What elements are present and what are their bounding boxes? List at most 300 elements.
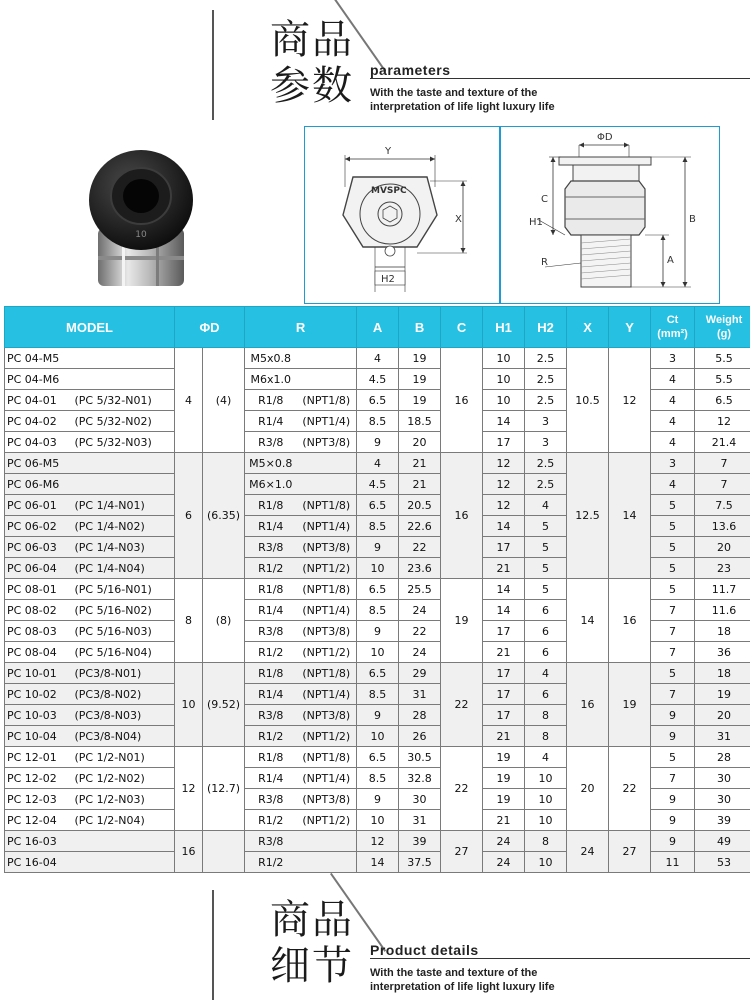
- header-cn-line1: 商品: [270, 897, 354, 943]
- cell-model-alt: (PC3/8-N01): [73, 663, 175, 684]
- cell-b: 28: [399, 705, 441, 726]
- cell-weight: 18: [695, 663, 750, 684]
- cell-y: 14: [609, 453, 651, 579]
- cell-a: 6.5: [357, 579, 399, 600]
- cell-b: 18.5: [399, 411, 441, 432]
- cell-model-alt: (PC 1/2-N03): [73, 789, 175, 810]
- cell-h1: 21: [483, 810, 525, 831]
- cell-b: 25.5: [399, 579, 441, 600]
- cell-x: 14: [567, 579, 609, 663]
- cell-a: 10: [357, 642, 399, 663]
- cell-r: R1/4: [245, 768, 297, 789]
- cell-a: 6.5: [357, 390, 399, 411]
- cell-b: 31: [399, 810, 441, 831]
- cell-model: PC 12-02: [5, 768, 73, 789]
- cell-d: 12: [175, 747, 203, 831]
- cell-h2: 6: [525, 684, 567, 705]
- dim-c-label: C: [541, 194, 548, 205]
- cell-h1: 10: [483, 390, 525, 411]
- header-rule: [370, 78, 750, 79]
- cell-r: R3/8: [245, 432, 297, 453]
- col-header-h2: H2: [525, 307, 567, 348]
- col-header-weight: [695, 307, 750, 348]
- cell-model: PC 12-01: [5, 747, 73, 768]
- cell-weight: 5.5: [695, 369, 750, 390]
- cell-weight: 7: [695, 453, 750, 474]
- cell-model: PC 10-04: [5, 726, 73, 747]
- cell-h2: 2.5: [525, 453, 567, 474]
- cell-r: R1/8: [245, 663, 297, 684]
- cell-model-alt: (PC 1/2-N04): [73, 810, 175, 831]
- cell-weight: 36: [695, 642, 750, 663]
- cell-a: 8.5: [357, 600, 399, 621]
- spec-table-body: [5, 348, 750, 873]
- cell-r-npt: (NPT1/4): [297, 768, 357, 789]
- cell-h1: 21: [483, 642, 525, 663]
- cell-r-npt: (NPT1/8): [297, 390, 357, 411]
- cell-a: 10: [357, 726, 399, 747]
- cell-r: R3/8: [245, 705, 297, 726]
- col-header-model: MODEL: [5, 307, 175, 348]
- cell-model-alt: (PC 1/4-N02): [73, 516, 175, 537]
- col-header-ct-unit: (mm²): [657, 328, 688, 340]
- cell-model: PC 12-03: [5, 789, 73, 810]
- cell-b: 39: [399, 831, 441, 852]
- cell-ct: 5: [651, 747, 695, 768]
- cell-b: 19: [399, 369, 441, 390]
- table-row: [5, 747, 750, 768]
- cell-h1: 24: [483, 852, 525, 873]
- cell-y: 12: [609, 348, 651, 453]
- dim-x-label: X: [455, 214, 462, 225]
- cell-h1: 14: [483, 516, 525, 537]
- cell-h2: 2.5: [525, 390, 567, 411]
- cell-model-alt: [73, 831, 175, 852]
- cell-a: 8.5: [357, 516, 399, 537]
- cell-model: PC 04-M5: [5, 348, 73, 369]
- cell-r: R3/8: [245, 789, 297, 810]
- cell-r-npt: (NPT1/4): [297, 411, 357, 432]
- cell-r-npt: [297, 369, 357, 390]
- cell-model-alt: [73, 453, 175, 474]
- cell-model: PC 10-01: [5, 663, 73, 684]
- cell-h1: 12: [483, 474, 525, 495]
- cell-d-imperial: (8): [203, 579, 245, 663]
- cell-ct: 9: [651, 726, 695, 747]
- cell-h1: 10: [483, 369, 525, 390]
- col-header-weight-unit: (g): [717, 328, 732, 340]
- cell-a: 6.5: [357, 495, 399, 516]
- cell-model-alt: (PC 5/16-N04): [73, 642, 175, 663]
- cell-b: 21: [399, 453, 441, 474]
- cell-ct: 7: [651, 684, 695, 705]
- cell-r-npt: [297, 348, 357, 369]
- cell-model: PC 12-04: [5, 810, 73, 831]
- cell-h2: 10: [525, 789, 567, 810]
- cell-r: R1/2: [245, 810, 297, 831]
- cell-h2: 10: [525, 810, 567, 831]
- col-header-r: R: [245, 307, 357, 348]
- cell-h2: 8: [525, 831, 567, 852]
- cell-ct: 4: [651, 390, 695, 411]
- cell-model-alt: [73, 369, 175, 390]
- cell-h2: 6: [525, 621, 567, 642]
- cell-r: R1/2: [245, 852, 297, 873]
- header-subtitle: [370, 966, 630, 994]
- cell-h1: 14: [483, 411, 525, 432]
- cell-h2: 2.5: [525, 369, 567, 390]
- cell-r-npt: (NPT1/8): [297, 495, 357, 516]
- cell-a: 10: [357, 558, 399, 579]
- header-rule: [370, 958, 750, 959]
- cell-a: 8.5: [357, 768, 399, 789]
- cell-h2: 6: [525, 600, 567, 621]
- cell-ct: 5: [651, 579, 695, 600]
- cell-h2: 4: [525, 663, 567, 684]
- table-row: [5, 831, 750, 852]
- cell-model-alt: (PC 5/16-N01): [73, 579, 175, 600]
- cell-h1: 17: [483, 537, 525, 558]
- cell-h1: 24: [483, 831, 525, 852]
- header-subtitle-line1: With the taste and texture of the: [370, 87, 538, 99]
- cell-b: 19: [399, 390, 441, 411]
- cell-h2: 10: [525, 768, 567, 789]
- cell-ct: 5: [651, 558, 695, 579]
- cell-r: R1/2: [245, 726, 297, 747]
- header-subtitle-line2: interpretation of life light luxury life: [370, 981, 555, 993]
- cell-model: PC 16-04: [5, 852, 73, 873]
- cell-ct: 4: [651, 432, 695, 453]
- cell-weight: 7.5: [695, 495, 750, 516]
- cell-r-npt: (NPT1/4): [297, 684, 357, 705]
- cell-d-imperial: (9.52): [203, 663, 245, 747]
- cell-x: 24: [567, 831, 609, 873]
- cell-model-alt: [73, 348, 175, 369]
- cell-r: R1/4: [245, 516, 297, 537]
- cell-weight: 5.5: [695, 348, 750, 369]
- cell-h1: 17: [483, 663, 525, 684]
- cell-r-npt: (NPT1/2): [297, 726, 357, 747]
- cell-model-alt: (PC 1/4-N03): [73, 537, 175, 558]
- cell-h2: 5: [525, 537, 567, 558]
- cell-h1: 17: [483, 432, 525, 453]
- cell-c: 27: [441, 831, 483, 873]
- cell-r-npt: (NPT1/4): [297, 516, 357, 537]
- cell-c: 22: [441, 663, 483, 747]
- cell-r: R3/8: [245, 537, 297, 558]
- table-header-row: [5, 307, 750, 348]
- col-header-a: A: [357, 307, 399, 348]
- cell-model-alt: (PC 5/16-N02): [73, 600, 175, 621]
- cell-model: PC 06-M6: [5, 474, 73, 495]
- cell-b: 26: [399, 726, 441, 747]
- cell-model: PC 10-02: [5, 684, 73, 705]
- cell-b: 24: [399, 600, 441, 621]
- cell-a: 4.5: [357, 474, 399, 495]
- cell-ct: 9: [651, 831, 695, 852]
- cell-a: 9: [357, 621, 399, 642]
- cell-ct: 4: [651, 411, 695, 432]
- cell-b: 21: [399, 474, 441, 495]
- dim-y-label: Y: [385, 146, 392, 157]
- cell-r: R1/2: [245, 558, 297, 579]
- cell-b: 24: [399, 642, 441, 663]
- cell-ct: 7: [651, 621, 695, 642]
- cell-ct: 7: [651, 768, 695, 789]
- dim-h2-label: H2: [381, 274, 395, 285]
- cell-r: R3/8: [245, 621, 297, 642]
- cell-r-npt: (NPT1/8): [297, 663, 357, 684]
- cell-weight: 39: [695, 810, 750, 831]
- cell-model-alt: [73, 474, 175, 495]
- cell-h2: 8: [525, 705, 567, 726]
- cell-ct: 3: [651, 348, 695, 369]
- cell-y: 27: [609, 831, 651, 873]
- cell-r-npt: [297, 831, 357, 852]
- cell-model: PC 08-02: [5, 600, 73, 621]
- cell-x: 16: [567, 663, 609, 747]
- cell-a: 6.5: [357, 747, 399, 768]
- col-header-b: B: [399, 307, 441, 348]
- header-subtitle: [370, 86, 630, 114]
- cell-a: 9: [357, 537, 399, 558]
- header-cn-line2: 参数: [270, 63, 354, 109]
- cell-a: 4: [357, 453, 399, 474]
- cell-a: 4: [357, 348, 399, 369]
- cell-d-imperial: (12.7): [203, 747, 245, 831]
- cell-d: 8: [175, 579, 203, 663]
- cell-model: PC 08-04: [5, 642, 73, 663]
- header-subtitle-line2: interpretation of life light luxury life: [370, 101, 555, 113]
- cell-model: PC 08-03: [5, 621, 73, 642]
- cell-r-npt: (NPT3/8): [297, 789, 357, 810]
- cell-model: PC 16-03: [5, 831, 73, 852]
- cell-model: PC 04-02: [5, 411, 73, 432]
- dim-r-label: R: [541, 257, 548, 268]
- cell-model-alt: (PC 5/32-N02): [73, 411, 175, 432]
- cell-r-npt: [297, 474, 357, 495]
- cell-y: 16: [609, 579, 651, 663]
- cell-weight: 30: [695, 768, 750, 789]
- cell-r: R1/8: [245, 390, 297, 411]
- dim-b-label: B: [689, 214, 696, 225]
- cell-model-alt: (PC 1/4-N01): [73, 495, 175, 516]
- cell-a: 8.5: [357, 684, 399, 705]
- cell-ct: 4: [651, 369, 695, 390]
- cell-a: 6.5: [357, 663, 399, 684]
- cell-b: 23.6: [399, 558, 441, 579]
- cell-model-alt: (PC 5/32-N01): [73, 390, 175, 411]
- cell-b: 30: [399, 789, 441, 810]
- cell-a: 4.5: [357, 369, 399, 390]
- table-row: [5, 348, 750, 369]
- cell-r: R1/4: [245, 684, 297, 705]
- cell-model-alt: [73, 852, 175, 873]
- col-header-x: X: [567, 307, 609, 348]
- cell-ct: 5: [651, 516, 695, 537]
- cell-h1: 17: [483, 621, 525, 642]
- cell-a: 9: [357, 432, 399, 453]
- brand-mark: MVSPC: [371, 186, 407, 196]
- cell-h1: 14: [483, 600, 525, 621]
- cell-a: 9: [357, 789, 399, 810]
- table-row: [5, 663, 750, 684]
- diagram-side-view: [500, 126, 720, 304]
- cell-y: 19: [609, 663, 651, 747]
- cell-weight: 12: [695, 411, 750, 432]
- cell-b: 20.5: [399, 495, 441, 516]
- cell-weight: 18: [695, 621, 750, 642]
- cell-d: 6: [175, 453, 203, 579]
- cell-h2: 8: [525, 726, 567, 747]
- cell-r: R1/8: [245, 579, 297, 600]
- header-product-details: [0, 880, 750, 993]
- col-header-y: Y: [609, 307, 651, 348]
- cell-weight: 13.6: [695, 516, 750, 537]
- cell-b: 19: [399, 348, 441, 369]
- cell-model-alt: (PC3/8-N02): [73, 684, 175, 705]
- cell-d: 10: [175, 663, 203, 747]
- cell-ct: 5: [651, 663, 695, 684]
- col-header-ct-label: Ct: [666, 314, 679, 326]
- cell-h1: 10: [483, 348, 525, 369]
- cell-a: 9: [357, 705, 399, 726]
- cell-r-npt: (NPT3/8): [297, 537, 357, 558]
- cell-b: 31: [399, 684, 441, 705]
- cell-b: 32.8: [399, 768, 441, 789]
- table-row: [5, 579, 750, 600]
- cell-ct: 11: [651, 852, 695, 873]
- cell-r: R1/2: [245, 642, 297, 663]
- cell-h1: 14: [483, 579, 525, 600]
- header-divider-vertical: [212, 890, 214, 1000]
- cell-d-imperial: (6.35): [203, 453, 245, 579]
- cell-ct: 4: [651, 474, 695, 495]
- cell-model-alt: (PC 1/2-N02): [73, 768, 175, 789]
- cell-c: 16: [441, 348, 483, 453]
- cell-r: R1/8: [245, 747, 297, 768]
- cell-h1: 17: [483, 684, 525, 705]
- cell-ct: 9: [651, 810, 695, 831]
- cell-r: R1/4: [245, 411, 297, 432]
- cell-r-npt: (NPT3/8): [297, 432, 357, 453]
- cell-r-npt: [297, 852, 357, 873]
- nut-marking-text: 10: [135, 230, 147, 240]
- cell-a: 10: [357, 810, 399, 831]
- cell-ct: 5: [651, 495, 695, 516]
- cell-r-npt: (NPT1/2): [297, 642, 357, 663]
- cell-r: M5×0.8: [245, 453, 297, 474]
- cell-model: PC 06-01: [5, 495, 73, 516]
- cell-h2: 5: [525, 558, 567, 579]
- cell-weight: 7: [695, 474, 750, 495]
- cell-weight: 11.6: [695, 600, 750, 621]
- cell-h2: 2.5: [525, 474, 567, 495]
- cell-b: 20: [399, 432, 441, 453]
- cell-ct: 9: [651, 789, 695, 810]
- cell-ct: 7: [651, 600, 695, 621]
- cell-h2: 2.5: [525, 348, 567, 369]
- cell-r-npt: (NPT1/2): [297, 810, 357, 831]
- cell-model: PC 04-01: [5, 390, 73, 411]
- cell-b: 22: [399, 621, 441, 642]
- cell-weight: 28: [695, 747, 750, 768]
- col-header-c: C: [441, 307, 483, 348]
- cell-model-alt: (PC 5/32-N03): [73, 432, 175, 453]
- cell-b: 22: [399, 537, 441, 558]
- cell-model-alt: (PC 1/4-N04): [73, 558, 175, 579]
- cell-x: 12.5: [567, 453, 609, 579]
- header-en-title: Product details: [370, 942, 479, 958]
- cell-b: 30.5: [399, 747, 441, 768]
- cell-model: PC 08-01: [5, 579, 73, 600]
- cell-h1: 21: [483, 558, 525, 579]
- cell-d-imperial: (4): [203, 348, 245, 453]
- cell-weight: 20: [695, 705, 750, 726]
- cell-weight: 11.7: [695, 579, 750, 600]
- cell-model: PC 04-M6: [5, 369, 73, 390]
- col-header-weight-label: Weight: [705, 314, 743, 326]
- header-divider-vertical: [212, 10, 214, 120]
- cell-r: R1/8: [245, 495, 297, 516]
- cell-c: 22: [441, 747, 483, 831]
- cell-model: PC 06-02: [5, 516, 73, 537]
- cell-model: PC 04-03: [5, 432, 73, 453]
- header-parameters: [0, 0, 750, 113]
- cell-weight: 31: [695, 726, 750, 747]
- cell-model-alt: (PC3/8-N04): [73, 726, 175, 747]
- cell-weight: 19: [695, 684, 750, 705]
- dim-d-label: ΦD: [597, 132, 613, 143]
- cell-x: 20: [567, 747, 609, 831]
- col-header-d: ΦD: [175, 307, 245, 348]
- cell-h1: 12: [483, 453, 525, 474]
- product-photo: [86, 138, 196, 298]
- cell-c: 19: [441, 579, 483, 663]
- cell-weight: 49: [695, 831, 750, 852]
- cell-r-npt: (NPT1/8): [297, 747, 357, 768]
- cell-x: 10.5: [567, 348, 609, 453]
- spec-table: [4, 306, 750, 873]
- cell-r: M6×1.0: [245, 474, 297, 495]
- header-cn-line2: 细节: [270, 943, 354, 989]
- cell-weight: 20: [695, 537, 750, 558]
- cell-r: M6x1.0: [245, 369, 297, 390]
- cell-r-npt: (NPT1/2): [297, 558, 357, 579]
- cell-model-alt: (PC 5/16-N03): [73, 621, 175, 642]
- dim-h1-label: H1: [529, 217, 543, 228]
- cell-h1: 19: [483, 747, 525, 768]
- cell-weight: 23: [695, 558, 750, 579]
- cell-model-alt: (PC 1/2-N01): [73, 747, 175, 768]
- header-en-title: parameters: [370, 62, 451, 78]
- header-cn-line1: 商品: [270, 17, 354, 63]
- cell-model: PC 06-04: [5, 558, 73, 579]
- cell-model: PC 10-03: [5, 705, 73, 726]
- table-row: [5, 453, 750, 474]
- cell-d: 4: [175, 348, 203, 453]
- cell-h1: 17: [483, 705, 525, 726]
- cell-r-npt: (NPT1/8): [297, 579, 357, 600]
- cell-h2: 3: [525, 411, 567, 432]
- diagram-front-view: [304, 126, 500, 304]
- cell-b: 29: [399, 663, 441, 684]
- cell-b: 22.6: [399, 516, 441, 537]
- cell-ct: 3: [651, 453, 695, 474]
- cell-r-npt: (NPT3/8): [297, 705, 357, 726]
- cell-weight: 6.5: [695, 390, 750, 411]
- cell-a: 12: [357, 831, 399, 852]
